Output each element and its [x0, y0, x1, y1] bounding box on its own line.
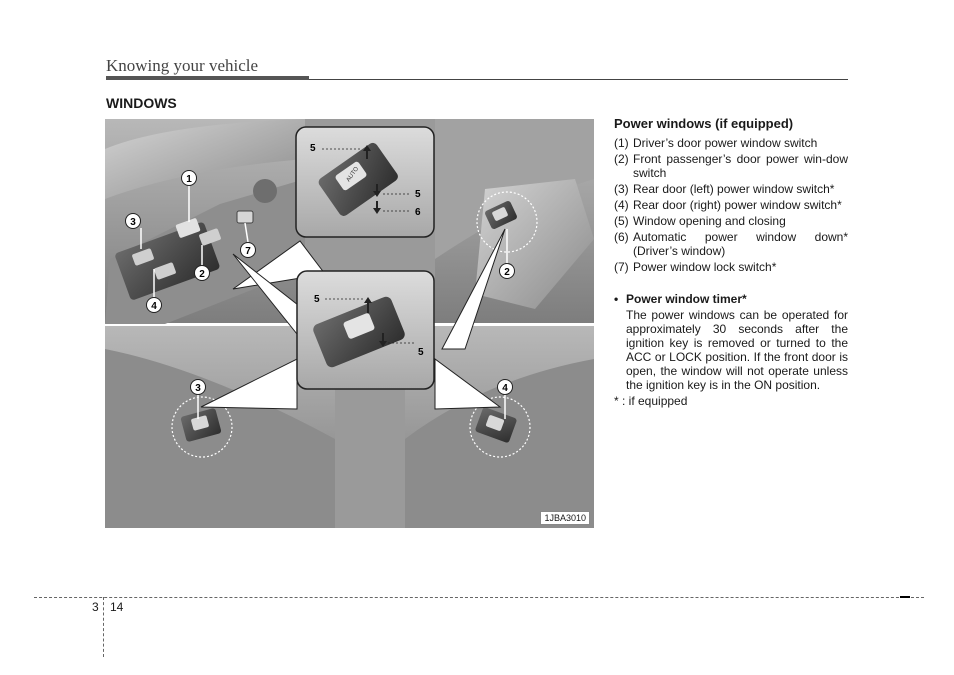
footer-mark [900, 596, 910, 598]
text-column [614, 117, 848, 408]
callout-5-top-b: 5 [415, 189, 421, 200]
power-window-illustration [105, 119, 594, 528]
header-rule-thin [309, 79, 848, 80]
section-title: WINDOWS [106, 95, 177, 111]
callout-7: 7 [245, 246, 251, 257]
callout-1: 1 [186, 174, 192, 185]
callout-2-passenger: 2 [504, 267, 510, 278]
bullet-marker: • [614, 292, 619, 306]
callout-3-rear: 3 [195, 383, 201, 394]
footnote: * : if equipped [614, 394, 688, 408]
chapter-number: 3 [92, 600, 99, 614]
list-item: (4) Rear door (right) power window switch* [614, 198, 842, 212]
page-number: 14 [110, 600, 124, 614]
running-header: Knowing your vehicle [106, 56, 259, 75]
bullet-title [614, 292, 848, 306]
list-item: (5) Window opening and closing [614, 214, 786, 228]
bullet-title-text: Power window timer* [626, 292, 747, 306]
header-rule-thick [106, 76, 309, 80]
list-item: (1) Driver’s door power window switch [614, 136, 818, 150]
list-item: (3) Rear door (left) power window switch* [614, 182, 835, 196]
footer-divider [103, 597, 104, 657]
subsection-title: Power windows (if equipped) [614, 116, 794, 131]
callout-5-mid-b: 5 [418, 347, 424, 358]
callout-6-top: 6 [415, 207, 421, 218]
list-item: (7) Power window lock switch* [614, 260, 777, 274]
figure-code: 1JBA3010 [540, 511, 590, 525]
callout-2-driver: 2 [199, 269, 205, 280]
list-item: (6) Automatic power window down* (Driver’s window) [614, 230, 848, 258]
callout-5-mid: 5 [314, 294, 320, 305]
auto-label: AUTO [345, 166, 361, 184]
callout-5-top: 5 [310, 143, 316, 154]
bullet-body: The power windows can be operated for approximately 30 seconds after the ignition key is removed or turned to the ACC or LOCK position. If the front door is open, the window will not operate unless the ignition key is in the ON position. [626, 308, 848, 392]
callout-3-driver: 3 [130, 217, 136, 228]
list-item: (2) Front passenger’s door power win-dow switch [614, 152, 848, 180]
callout-4-driver: 4 [151, 301, 157, 312]
footer-rule [34, 597, 924, 598]
callout-4-rear: 4 [502, 383, 508, 394]
